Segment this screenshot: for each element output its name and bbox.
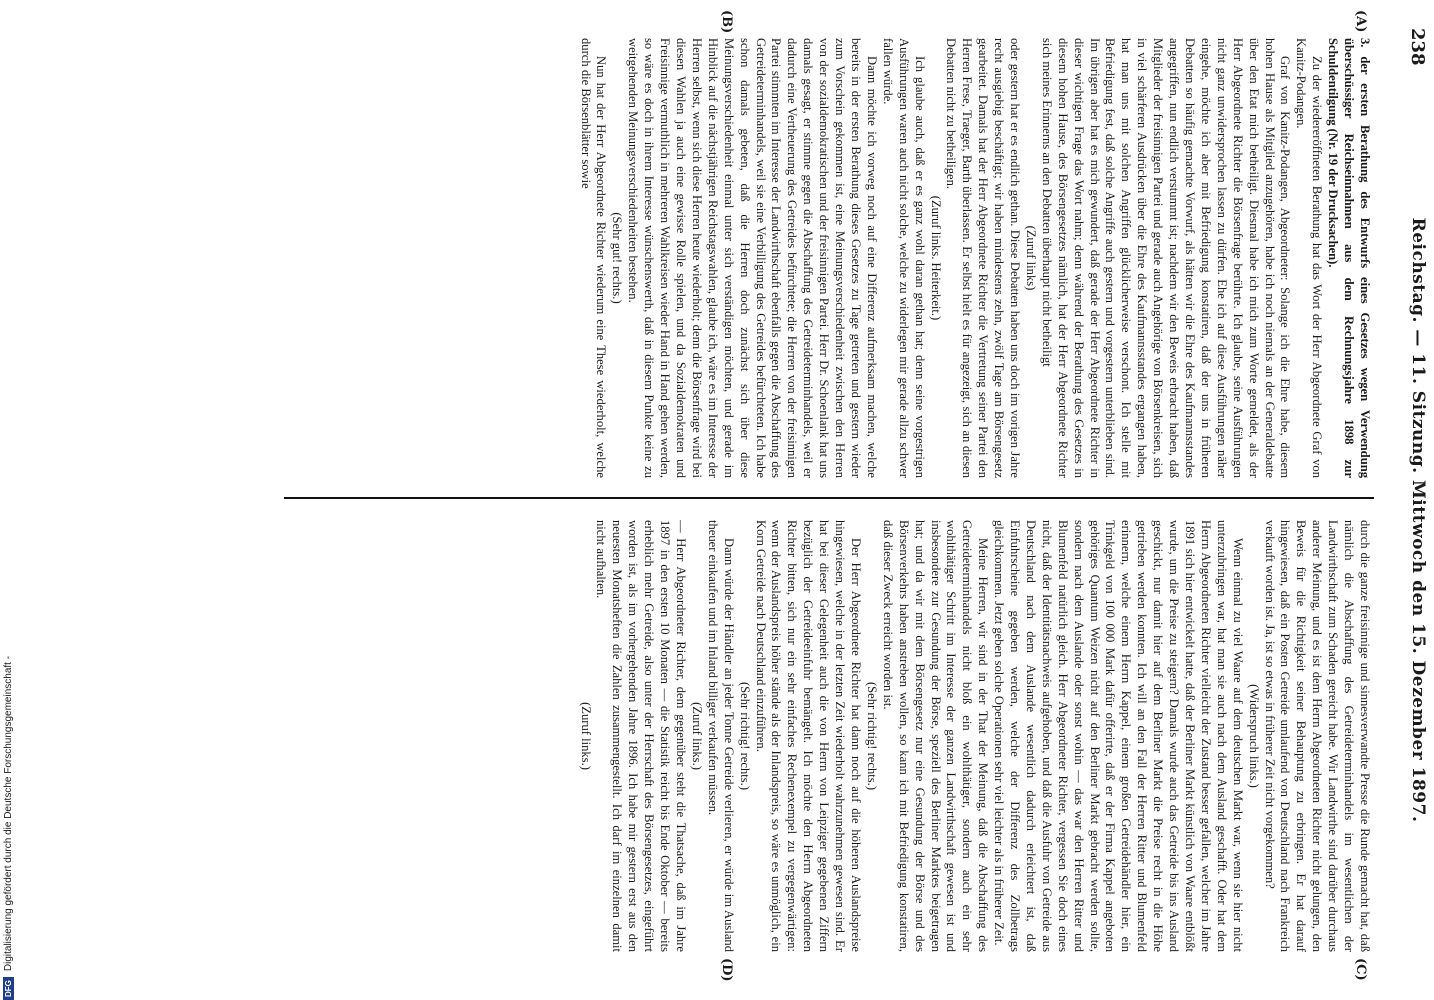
digitization-credit xyxy=(0,0,18,1000)
paragraph: Dann möchte ich vorweg noch auf eine Differenz aufmerksam machen, welche bereits in der ersten Berathung dieses Gesetzes zu Tage getreten und gestern wieder zum Vorschein gekommen ist, eine Meinungsverschiedenheit zwischen den Herren von der sozialdemokratischen und der freisinnigen Partei. Herr Dr. Schoenlank hat uns damals gesagt, er stimme gegen die Abschaffung des Getreideterminhandels, weil er dadurch eine Vertheuerung des Getreides befürchtete; die Herren von der freisinnigen Partei stimmten im Interesse der Landwirthschaft ebenfalls gegen die Abschaffung des Getreideterminhandels, weil sie eine Verbilligung des Getreides befürchteten. Ich habe schon damals gebeten, daß die Herren doch zunächst sich über diese Meinungsverschiedenheit einmal unter sich verständigen möchten, und gerade im Hinblick auf die nächstjährigen Reichstagswahlen, glaube ich, wäre es im Interesse der Herren selbst, wenn sich diese Herren heute wiederholt; denn die Börsenfrage wird bei diesen Wahlen ja auch eine gewisse Rolle spielen, und da Sozialdemokraten und Freisinnige vermuthlich in mehreren Wahlkreisen wieder Hand in Hand gehen werden, so wäre es doch in ihrem Interesse wünschenswerth, daß in diesem Punkte keine zu weitgehenden Meinungsverschiedenheiten bestehen. xyxy=(626,38,879,478)
margin-mark-d: (D) xyxy=(719,958,734,982)
interjection: (Zuruf links.) xyxy=(578,702,593,770)
paragraph: oder gestern hat er es endlich gethan. Diese Debatten haben uns doch im vorigen Jahre recht ausgiebig beschäftigt; wir haben mindestens zehn, zwölf Tage am Börsengesetz gearbeitet. Damals hat der Herr Abgeordnete Richter die Vertretung seiner Partei den Herren Frese, Traeger, Barth überlassen. Er selbst hielt es für angezeigt, sich an diesen Debatten nicht zu betheiligen. xyxy=(944,38,1023,478)
paragraph: Graf von Kanitz-Podangen, Abgeordneter: Solange ich die Ehre habe, diesem hohen Hause als Mitglied anzugehören, habe ich noch niemals an der Generaldebatte über den Etat mich betheiligt. Diesmal habe ich mich zum Worte gemeldet, als der Herr Abgeordnete Richter die Börsenfrage berührte. Ich glaube, seine Ausführungen nicht ganz unwidersprochen lassen zu dürfen. Ehe ich auf diese Ausführungen näher eingehe, möchte ich aber mit Befriedigung konstatiren, daß der uns in früheren Debatten so häufig gemachte Vorwurf, als hätten wir die Ehre des Kaufmannsstandes angegriffen, nun endlich verstummt ist; nachdem wir den Beweis erbracht haben, daß Mitglieder der freisinnigen Partei und gerade auch Angehörige von Börsenkreisen, sich in viel schärferen Ausdrücken über die Ehre des Kaufmannsstandes ergangen haben, hat man uns mit solchen Angriffen glücklicherweise verschont. Ich stelle mit Befriedigung fest, daß solche Angriffe auch gestern und vorgestern unterblieben sind. Im übrigen aber hat es mich gewundert, daß gerade der Herr Abgeordnete Richter in dieser wichtigen Frage das Wort nahm; denn während der Berathung des Gesetzes in diesem hohen Hause, des Börsengesetzes nämlich, hat der Herr Abgeordnete Richter sich meines Erinnerns an den Debatten überhaupt nicht betheiligt xyxy=(1039,38,1293,478)
interjection: (Sehr richtig! rechts.) xyxy=(737,681,752,791)
interjection: (Sehr gut! rechts.) xyxy=(610,212,625,304)
paragraph: Wenn einmal zu viel Waare auf dem deutschen Markt war, wenn sie hier nicht unterzubringen war, hat man sie auch nach dem Ausland geschafft. Oder hat dem Herrn Abgeordneten Richter vielleicht der Zustand besser gefallen, welcher im Jahre 1891 sich hier entwickelt hatte, daß der Berliner Markt künstlich von Waare entblößt wurde, um die Preise zu steigern? Damals wurde auch das Getreide bis ins Ausland geschickt, nur damit hier auf dem Berliner Markt die Preise recht in die Höhe getrieben werden konnten. Ich will an den Fall der Herren Ritter und Blumenfeld erinnern, welche einem Herrn Kappel, einem großen Getreidehändler hier, ein Trinkgeld von 100 000 Mark dafür offerirte, daß er der Firma Kappel angeboten gehöriges Quantum Weizen nicht auf den Berliner Markt gebracht werden sollte, sondern nach dem Auslande oder sonst wohin — das war den Herren Ritter und Blumenfeld natürlich gleich. Herr Abgeordneter Richter, vergessen Sie doch eines nicht, daß der Identitätsnachweis aufgehoben, und daß die Ausfuhr von Getreide aus Deutschland nach dem Auslande wesentlich dadurch erleichtert ist, daß Einfuhrscheine gegeben werden, welche der Differenz des Zollbetrags gleichkommen. Jetzt geben solche Operationen sehr viel leichter als in früherer Zeit. xyxy=(992,520,1245,952)
interjection: (Zuruf links.) xyxy=(689,702,704,770)
agenda-item: 3. der ersten Berathung des Entwurfs eines Gesetzes wegen Verwendung überschüssiger Reichseinnahmen aus dem Rechnungsjahre 1898 zur Schuldentilgung (Nr. 19 der Drucksachen). xyxy=(1326,38,1372,478)
column-divider xyxy=(284,497,1374,499)
page-number: 238 xyxy=(1407,28,1428,66)
dfg-logo: DFG xyxy=(3,977,14,1000)
interjection: (Sehr richtig! rechts.) xyxy=(864,681,879,791)
paragraph: Dann würde der Händler an jeder Tonne Getreide verlieren, er würde im Ausland theuer einkaufen und im Inland billiger verkaufen müssen. xyxy=(705,520,736,952)
credit-text: Digitalisierung gefördert durch die Deutsche Forschungsgemeinschaft - xyxy=(3,655,14,972)
margin-mark-a: (A) xyxy=(1353,10,1368,33)
paragraph: Nun hat der Herr Abgeordnete Richter wiederum eine These wiederholt, welche durch die Börsenblätter sowie xyxy=(578,38,609,478)
paragraph: durch die ganze freisinnige und sinnesverwandte Presse die Runde gemacht hat, daß nämlich die Abschaffung des Getreideterminhandels im wesentlichen der Landwirthschaft zum Schaden gereicht habe. Wir Landwirthe sind darüber durchaus anderer Meinung, und es ist dem Herrn Abgeordneten Richter nicht gelungen, den Beweis für die Richtigkeit seiner Behauptung zu erbringen. Er hat darauf hingewiesen, daß ein Posten Getreide umlaufend von Deutschland nach Frankreich verkauft worden ist. Ja, ist so etwas in früherer Zeit nicht vorgekommen? xyxy=(1262,520,1372,952)
margin-mark-b: (B) xyxy=(719,10,734,34)
paragraph: Meine Herren, wir sind in der That der Meinung, daß die Abschaffung des Getreideterminhandels nicht bloß ein wohlthätiger, sondern auch ein sehr wohlthätiger Schritt im Interesse der ganzen Landwirthschaft gewesen ist und insbesondere zur Gesundung der Börse, speziell des Berliner Marktes beigetragen hat; und da wir mit dem Börsengesetz nur eine Gesundung der Börse und des Börsenverkehrs haben anstreben wollen, so kann ich mit Befriedigung konstatiren, daß dieser Zweck erreicht worden ist. xyxy=(880,520,991,952)
right-column xyxy=(272,520,1372,952)
interjection: (Zuruf links. Heiterkeit.) xyxy=(928,195,943,321)
paragraph: Zu der wiedereröffneten Berathung hat das Wort der Herr Abgeordnete Graf von Kanitz-Podangen. xyxy=(1294,38,1325,478)
page-title: Reichstag. — 11. Sitzung. Mittwoch den 15. Dezember 1897. xyxy=(1408,217,1428,823)
left-column xyxy=(272,38,1372,478)
interjection: (Widerspruch links.) xyxy=(1246,684,1261,788)
paragraph: Ich glaube auch, daß er es ganz wohl daran gethan hat; denn seine vorgestrigen Ausführungen waren auch nicht solche, welche zu widerlegen mir gerade allzu schwer fallen würde. xyxy=(880,38,927,478)
interjection: (Zuruf links) xyxy=(1023,225,1038,291)
margin-mark-c: (C) xyxy=(1353,958,1368,981)
paragraph: — Herr Abgeordneter Richter, dem gegenüber steht die Thatsache, daß im Jahre 1897 in den ersten 10 Monaten — die Statistik reicht bis Ende Oktober — bereits erheblich mehr Getreide, also unter der Herrschaft des Börsengesetzes, eingeführt worden ist, als im vorhergehenden Jahre 1896. Ich habe mir gestern erst aus den neuesten Monatsheften die Zahlen zusammengestellt. Ich darf im einzelnen damit nicht aufhalten. xyxy=(594,520,689,952)
paragraph: Der Herr Abgeordnete Richter hat dann noch auf die höheren Auslandspreise hingewiesen, welche in der letzten Zeit wiederholt wahrzunehmen gewesen sind. Er hat bei dieser Gelegenheit auch die von Herrn von Leipziger gegebenen Ziffern bezüglich der Getreideeinfuhr bemängelt. Ich möchte den Herrn Abgeordneten Richter bitten, sich nur ein sehr einfaches Rechenexempel zu vergegenwärtigen: wenn der Auslandspreis höher stände als der Inlandspreis, so wäre es unmöglich, ein Korn Getreide nach Deutschland einzuführen. xyxy=(753,520,863,952)
